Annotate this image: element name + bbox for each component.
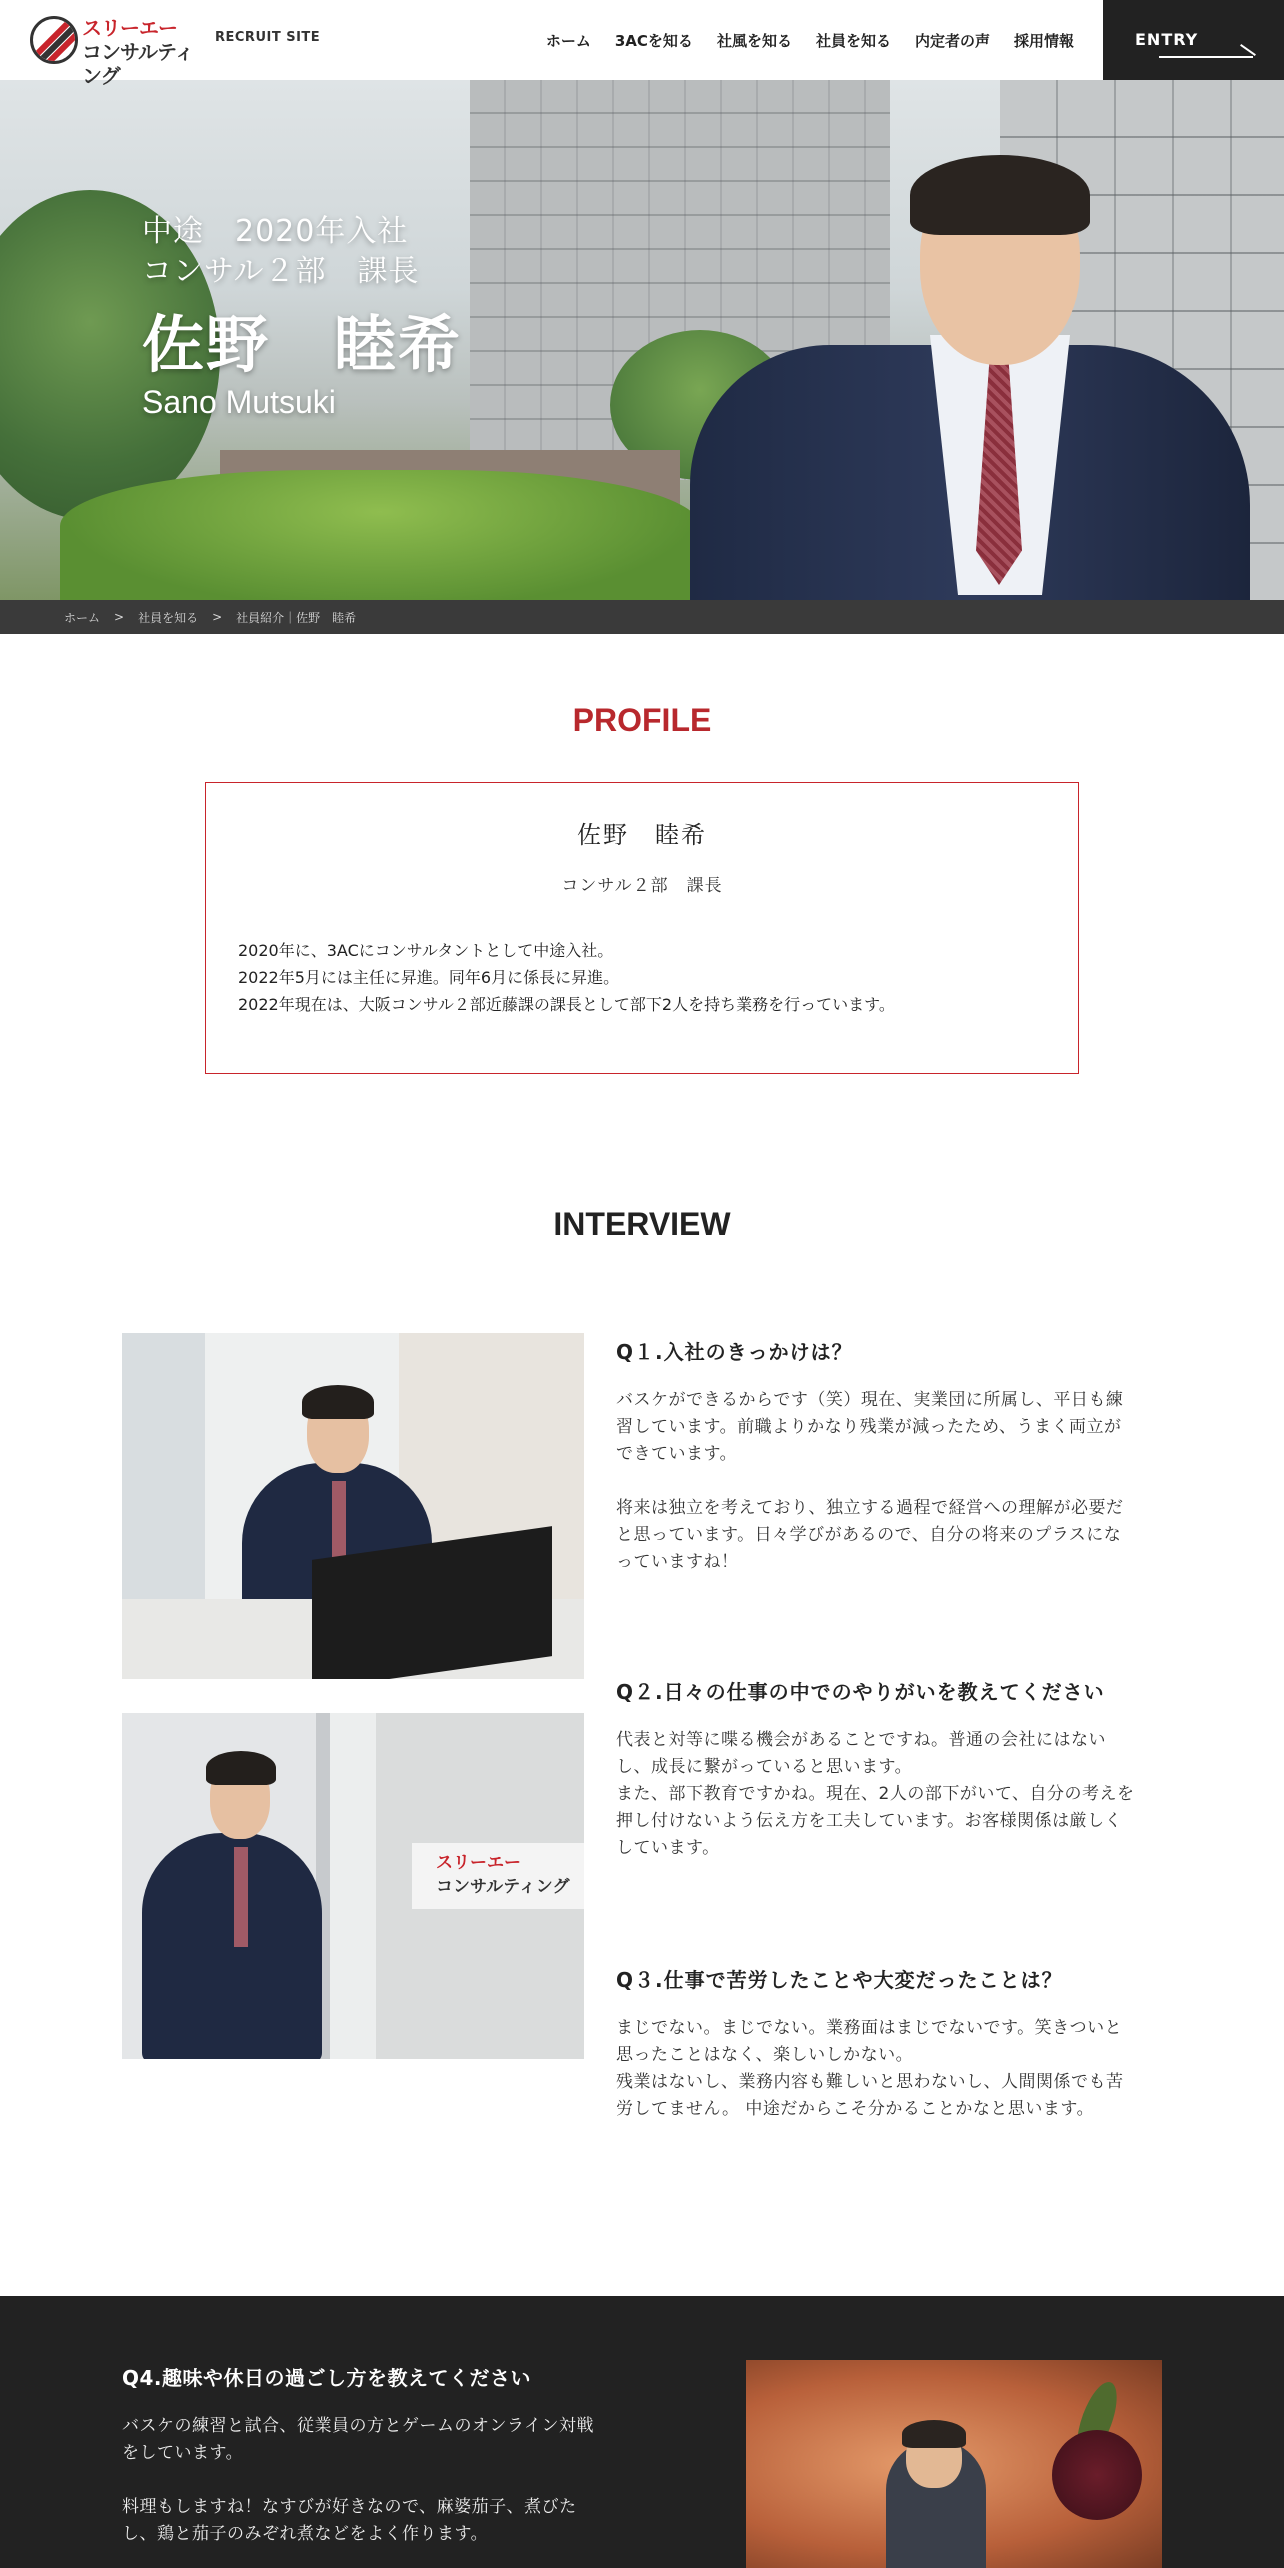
profile-bio [238,937,1048,1018]
logo-text [82,16,210,88]
profile-bio-line: 2022年5月には主任に昇進。同年6月に係長に昇進。 [238,968,620,987]
breadcrumb-home[interactable]: ホーム [64,610,101,625]
logo-line1: スリーエー [82,16,177,40]
company-sign [412,1843,584,1909]
site-header [0,0,1284,88]
hero-name: 佐野 睦希 [142,308,463,381]
nav-employees[interactable]: 社員を知る [815,32,891,50]
breadcrumb [0,600,1284,634]
question-2: Q２.日々の仕事の中でのやりがいを教えてください [616,1680,1105,1704]
answer-4-paragraph: バスケの練習と試合、従業員の方とゲームのオンライン対戦をしています。 [122,2416,594,2463]
global-nav [546,30,1074,51]
entry-button[interactable] [1103,0,1284,80]
hero-employee-photo [650,115,1240,600]
entry-label: ENTRY [1135,30,1199,49]
profile-bio-line: 2022年現在は、大阪コンサル２部近藤課の課長として部下2人を持ち業務を行っています。 [238,995,895,1014]
logo-line2: コンサルティング [82,40,194,88]
sign-line2: コンサルティング [436,1877,570,1897]
breadcrumb-separator: > [212,610,223,624]
answer-3-paragraph: 残業はないし、業務内容も難しいと思わないし、人間関係でも苦労してません。 中途だからこそ分かることかなと思います。 [616,2072,1124,2119]
nav-recruitment[interactable]: 採用情報 [1013,32,1074,50]
answer-1-paragraph: バスケができるからです（笑）現在、実業団に所属し、平日も練習しています。前職よりかなり残業が減ったため、うまく両立ができています。 [616,1390,1124,1464]
qa-block-1 [616,1336,1136,1576]
hero-banner [0,80,1284,600]
hobby-photo [746,2360,1162,2568]
hero-join-info: 中途 2020年入社 [142,214,409,249]
sign-line1: スリーエー [436,1853,521,1873]
breadcrumb-employees[interactable]: 社員を知る [138,610,199,625]
hero-hedge [60,470,700,600]
qa-block-3 [616,1964,1136,2123]
arrow-right-icon [1159,56,1253,58]
logo-mark-icon [30,16,78,64]
question-1: Q１.入社のきっかけは？ [616,1340,853,1364]
profile-bio-line: 2020年に、3ACにコンサルタントとして中途入社。 [238,941,614,960]
question-3: Q３.仕事で苦労したことや大変だったことは？ [616,1968,1063,1992]
hero-position: コンサル２部 課長 [142,254,420,289]
interview-photo-sign [122,1713,584,2059]
profile-role: コンサル２部 課長 [561,876,723,896]
interview-photo-office [122,1333,584,1679]
answer-2-paragraph: 代表と対等に喋る機会があることですね。普通の会社にはないし、成長に繋がっていると思います。 [616,1730,1106,1777]
question-4: Q4.趣味や休日の過ごし方を教えてください [122,2366,532,2390]
company-logo[interactable] [30,14,210,88]
nav-culture[interactable]: 社風を知る [716,32,792,50]
hero-text [142,212,462,418]
hero-name-roman: Sano Mutsuki [142,384,336,420]
recruit-site-label: RECRUIT SITE [215,30,321,45]
profile-card [205,782,1079,1074]
breadcrumb-separator: > [114,610,125,624]
breadcrumb-current: 社員紹介｜佐野 睦希 [236,610,357,625]
answer-1-paragraph: 将来は独立を考えており、独立する過程で経営への理解が必要だと思っています。日々学びがあるので、自分の将来のプラスになっていますね！ [616,1498,1124,1572]
answer-2-paragraph: また、部下教育ですかね。現在、2人の部下がいて、自分の考えを押し付けないよう伝え方を工夫しています。お客様関係は厳しくしています。 [616,1784,1135,1858]
qa-block-2 [616,1676,1136,1862]
answer-3-paragraph: まじでない。まじでない。業務面はまじでないです。笑きついと思ったことはなく、楽しいしかない。 [616,2018,1123,2065]
nav-home[interactable]: ホーム [545,32,591,50]
qa-block-4 [122,2362,602,2548]
profile-heading: PROFILE [572,702,712,738]
hobby-section [0,2296,1284,2568]
nav-offer-voices[interactable]: 内定者の声 [914,32,990,50]
profile-name: 佐野 睦希 [577,821,707,849]
answer-4-paragraph: 料理もしますね！なすびが好きなので、麻婆茄子、煮びたし、鶏と茄子のみぞれ煮などをよく作ります。 [122,2497,577,2544]
interview-heading: INTERVIEW [553,1206,731,1242]
nav-about-3ac[interactable]: 3ACを知る [614,32,693,50]
